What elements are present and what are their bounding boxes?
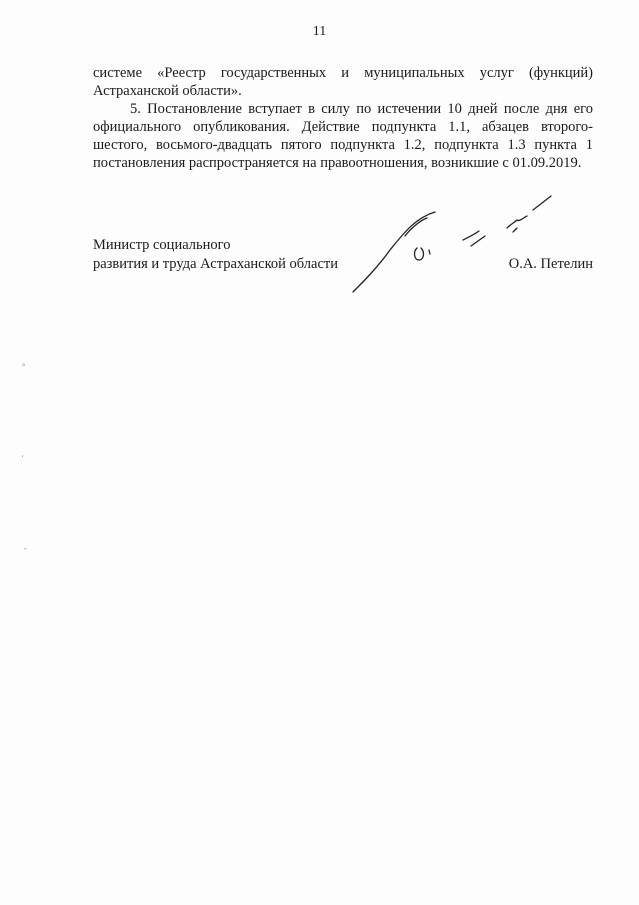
document-body (93, 64, 593, 172)
paragraph-5: 5. Постановление вступает в силу по истечении 10 дней после дня его официального опубликования. Действие подпункта 1.1, абзацев второго-шестого, восьмого-двадцать пятого подпункта 1.2, подпункта 1.3 пункта 1 постановления распространяется на правоотношения, возникшие с 01.09.2019. (93, 101, 593, 171)
scan-artifact: - (24, 544, 27, 553)
scan-artifact: ' (22, 454, 24, 463)
handwritten-signature (345, 188, 565, 300)
page-number: 11 (312, 24, 327, 39)
signer-name: О.А. Петелин (508, 256, 593, 272)
paragraph-continuation: системе «Реестр государственных и муниципальных услуг (функций) Астраханской области». (93, 65, 593, 99)
signer-title-line-1: Министр социального (93, 237, 231, 253)
signer-title-line-2: развития и труда Астраханской области (93, 256, 338, 272)
scan-artifact: ° (22, 362, 26, 371)
